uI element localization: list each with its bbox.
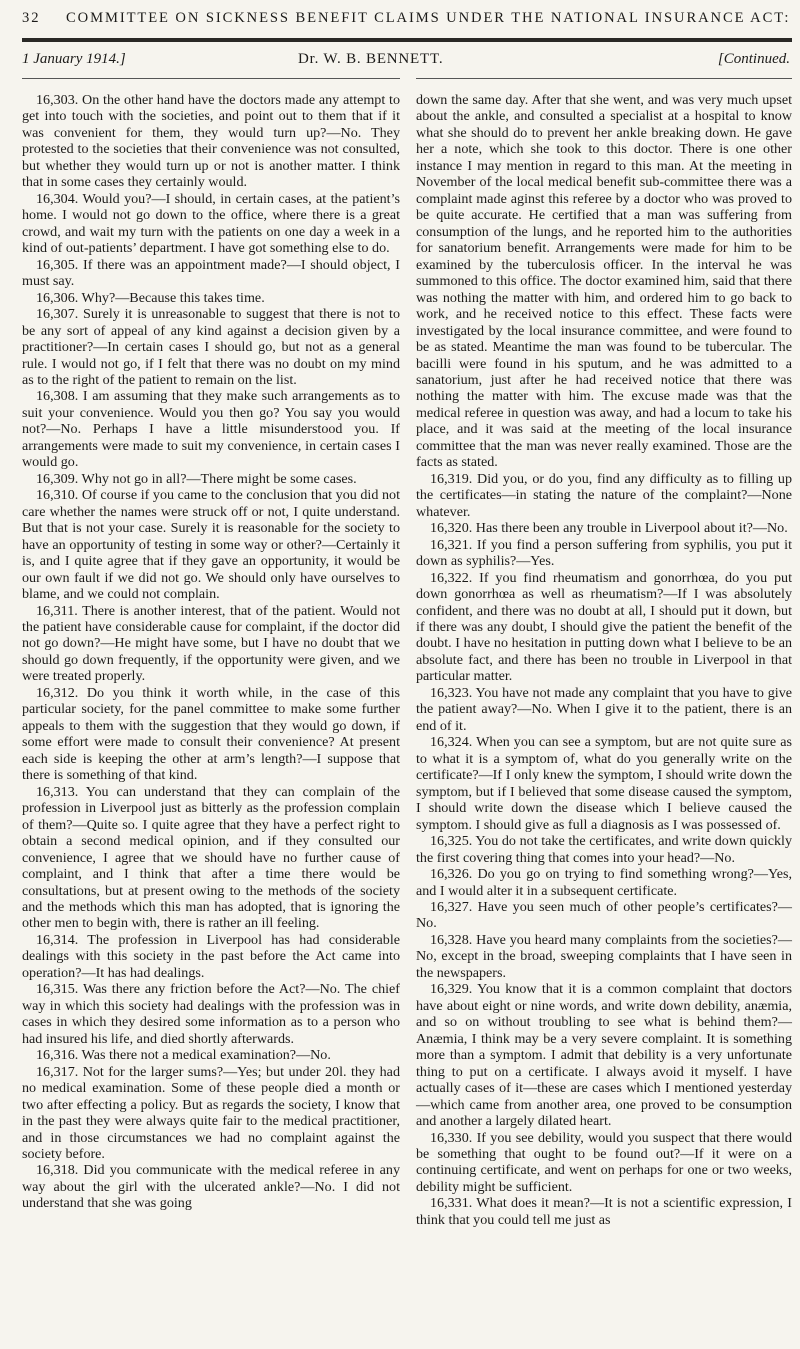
testimony-paragraph: 16,310. Of course if you came to the conclusion that you did not care whether the names were struck off or not, I quite understand. But that is not your case. Surely it is reasonable for the society to have an opportunity of testing in some way or other?—Certainly it is, and I quite agree that if they gave an opportunity, it would be our own fault if we did not go. We should only have ourselves to blame, and we could not complain. — [22, 487, 400, 603]
running-title: COMMITTEE ON SICKNESS BENEFIT CLAIMS UNDER THE NATIONAL INSURANCE ACT: — [66, 10, 791, 26]
testimony-paragraph: 16,326. Do you go on trying to find something wrong?—Yes, and I would alter it in a subsequent certificate. — [416, 866, 792, 899]
left-column — [22, 92, 400, 1212]
subheading-line — [22, 51, 792, 73]
testimony-paragraph: 16,317. Not for the larger sums?—Yes; but under 20l. they had no medical examination. Some of these people died a month or two after effecting a policy. But as regards the society, I know that in the past they were always quite fair to the medical practitioner, and in those circumstances we had no complaint against the society before. — [22, 1063, 400, 1162]
testimony-paragraph: 16,312. Do you think it worth while, in the case of this particular society, for the panel committee to make some further appeals to them with the suggestion that they would go down, if some effort were made to consult their convenience? At present each side is keeping the other at arm’s length?—I suppose that there is something of that kind. — [22, 684, 400, 784]
testimony-paragraph: 16,314. The profession in Liverpool has had considerable dealings with this society in the past before the Act came into operation?—It has had dealings. — [22, 931, 400, 981]
running-head — [22, 10, 792, 27]
column-rule-right — [416, 78, 792, 79]
testimony-paragraph: 16,316. Was there not a medical examination?—No. — [36, 1047, 331, 1064]
sitting-date: 1 January 1914.] — [22, 51, 126, 67]
testimony-paragraph: 16,329. You know that it is a common complaint that doctors have about eight or nine words, and write down debility, anæmia, and so on without troubling to see what is behind them?—Anæmia, I think may be a very severe complaint. It is something more than a symptom. I admit that debility is a very unfortunate thing to put on a certificate. I always avoid it myself. I have actually cases of it—these are cases which I mentioned yesterday—which came from another area, one proved to be consumption and another a largely dilated heart. — [416, 981, 792, 1130]
testimony-paragraph: 16,324. When you can see a symptom, but are not quite sure as to what it is a symptom of, what do you generally write on the certificate?—If I only knew the symptom, I should write down the symptom, but if I believed that some disease caused the symptom, I should write down the disease which I believe caused the symptom. I should give as full a diagnosis as I was possessed of. — [416, 734, 792, 833]
testimony-paragraph: 16,331. What does it mean?—It is not a scientific expression, I think that you could tell me just as — [416, 1195, 792, 1228]
testimony-paragraph: 16,323. You have not made any complaint that you have to give the patient away?—No. When I give it to the patient, there is an end of it. — [416, 684, 792, 734]
testimony-paragraph: 16,330. If you see debility, would you suspect that there would be something that ought to be found out?—If it were on a continuing certificate, and went on perhaps for one or two weeks, debility might be sufficient. — [416, 1129, 792, 1195]
testimony-paragraph: 16,320. Has there been any trouble in Liverpool about it?—No. — [430, 520, 788, 537]
testimony-paragraph: 16,325. You do not take the certificates, and write down quickly the first covering thing that comes into your head?—No. — [416, 833, 792, 866]
page-number: 32 — [22, 10, 41, 26]
testimony-paragraph: 16,328. Have you heard many complaints from the societies?—No, except in the broad, sweeping complaints that I have seen in the newspapers. — [416, 931, 792, 981]
testimony-paragraph: 16,309. Why not go in all?—There might be some cases. — [36, 470, 357, 487]
testimony-paragraph: down the same day. After that she went, and was very much upset about the ankle, and consulted a specialist at a hospital to know what she should do to prevent her ankle breaking down. He gave her a note, which she took to this doctor. There is one other instance I may mention in regard to this man. At the meeting in November of the local medical benefit sub-committee there was a complaint made aginst this referee by a doctor who was proved to be quite accurate. He certified that a man was suffering from consumption of the lungs, and he reported him to the authorities for sanatorium benefit. Arrangements were made for him to be examined by the tuberculosis officer. In the interval he was summoned to this office. The doctor examined him, said that there was nothing the matter with him, and ordered him to go back to work, and he received notice to this effect. These facts were investigated by the local insurance committee, and were found to be as stated. Meantime the man was found to be tubercular. The bacilli were found in his sputum, and he was admitted to a sanatorium, just after he had received notice that there was nothing the matter with him. The excuse made was that the medical referee in question was away, and had a locum to take his place, and it was said at the meeting of the local insurance committee that the man was never really examined. Those are the facts as stated. — [416, 92, 792, 471]
testimony-paragraph: 16,311. There is another interest, that of the patient. Would not the patient have considerable cause for complaint, if the doctor did not go down?—He might have some, but I have no doubt that we should go down frequently, if the opportunity were given, and we were treated properly. — [22, 602, 400, 685]
column-rule-left — [22, 78, 400, 79]
testimony-paragraph: 16,303. On the other hand have the doctors made any attempt to get into touch with the societies, and point out to them that if it was convenient for them, they would turn up?—No. They protested to the societies that their convenience was not consulted, but whether they would turn up or not is another matter. I think that in some cases they certainly would. — [22, 92, 400, 191]
right-column — [416, 92, 792, 1228]
testimony-paragraph: 16,307. Surely it is unreasonable to suggest that there is not to be any sort of appeal of any kind against a decision given by a practitioner?—In certain cases I should go, but not as a general rule. I would not go, if I felt that there was no doubt on my mind as to the right of the patient to remain on the list. — [22, 306, 400, 388]
testimony-paragraph: 16,305. If there was an appointment made?—I should object, I must say. — [22, 256, 400, 290]
testimony-paragraph: 16,306. Why?—Because this takes time. — [36, 289, 265, 306]
header-rule — [22, 38, 792, 42]
testimony-paragraph: 16,319. Did you, or do you, find any difficulty as to filling up the certificates—in stating the nature of the complaint?—None whatever. — [416, 470, 792, 520]
testimony-paragraph: 16,322. If you find rheumatism and gonorrhœa, do you put down gonorrhœa as well as rheumatism?—If I was absolutely confident, and there was no doubt at all, I should put it down, but if there was any doubt, I should give the patient the benefit of the doubt. I have no hesitation in putting down what I believe to be an absolute fact, and there has been no trouble in Liverpool in that particular matter. — [416, 569, 792, 685]
testimony-paragraph: 16,313. You can understand that they can complain of the profession in Liverpool just as bitterly as the profession complain of them?—Quite so. I quite agree that they have a perfect right to obtain a second medical opinion, and if they consulted our convenience, I agree that we should have no further cause of complaint, and I think that after a time there would be consultations, but at present owing to the methods of the society and the methods which this man has adopted, that is ignoring the other men to begin with, there is rather an ill feeling. — [22, 783, 400, 932]
testimony-paragraph: 16,327. Have you seen much of other people’s certificates?—No. — [416, 898, 792, 932]
testimony-paragraph: 16,315. Was there any friction before the Act?—No. The chief way in which this society had dealings with the profession was in cases in which they desired some information as to a person who had insured his life, and died shortly afterwards. — [22, 981, 400, 1047]
testimony-paragraph: 16,304. Would you?—I should, in certain cases, at the patient’s home. I would not go down to the office, where there is a great crowd, and wait my turn with the patients on one day a week in a kind of out-patients’ department. I have got something else to do. — [22, 190, 400, 257]
testimony-paragraph: 16,321. If you find a person suffering from syphilis, you put it down as syphilis?—Yes. — [416, 536, 792, 570]
testimony-paragraph: 16,318. Did you communicate with the medical referee in any way about the girl with the ulcerated ankle?—No. I did not understand that she was going — [22, 1162, 400, 1212]
testimony-paragraph: 16,308. I am assuming that they make such arrangements as to suit your convenience. Would you then go? You say you would not?—No. Perhaps I have a little misunderstood you. If arrangements were made to suit my convenience, in certain cases I would go. — [22, 388, 400, 471]
witness-name: Dr. W. B. BENNETT. — [298, 51, 444, 67]
continued-label: [Continued. — [717, 51, 790, 67]
